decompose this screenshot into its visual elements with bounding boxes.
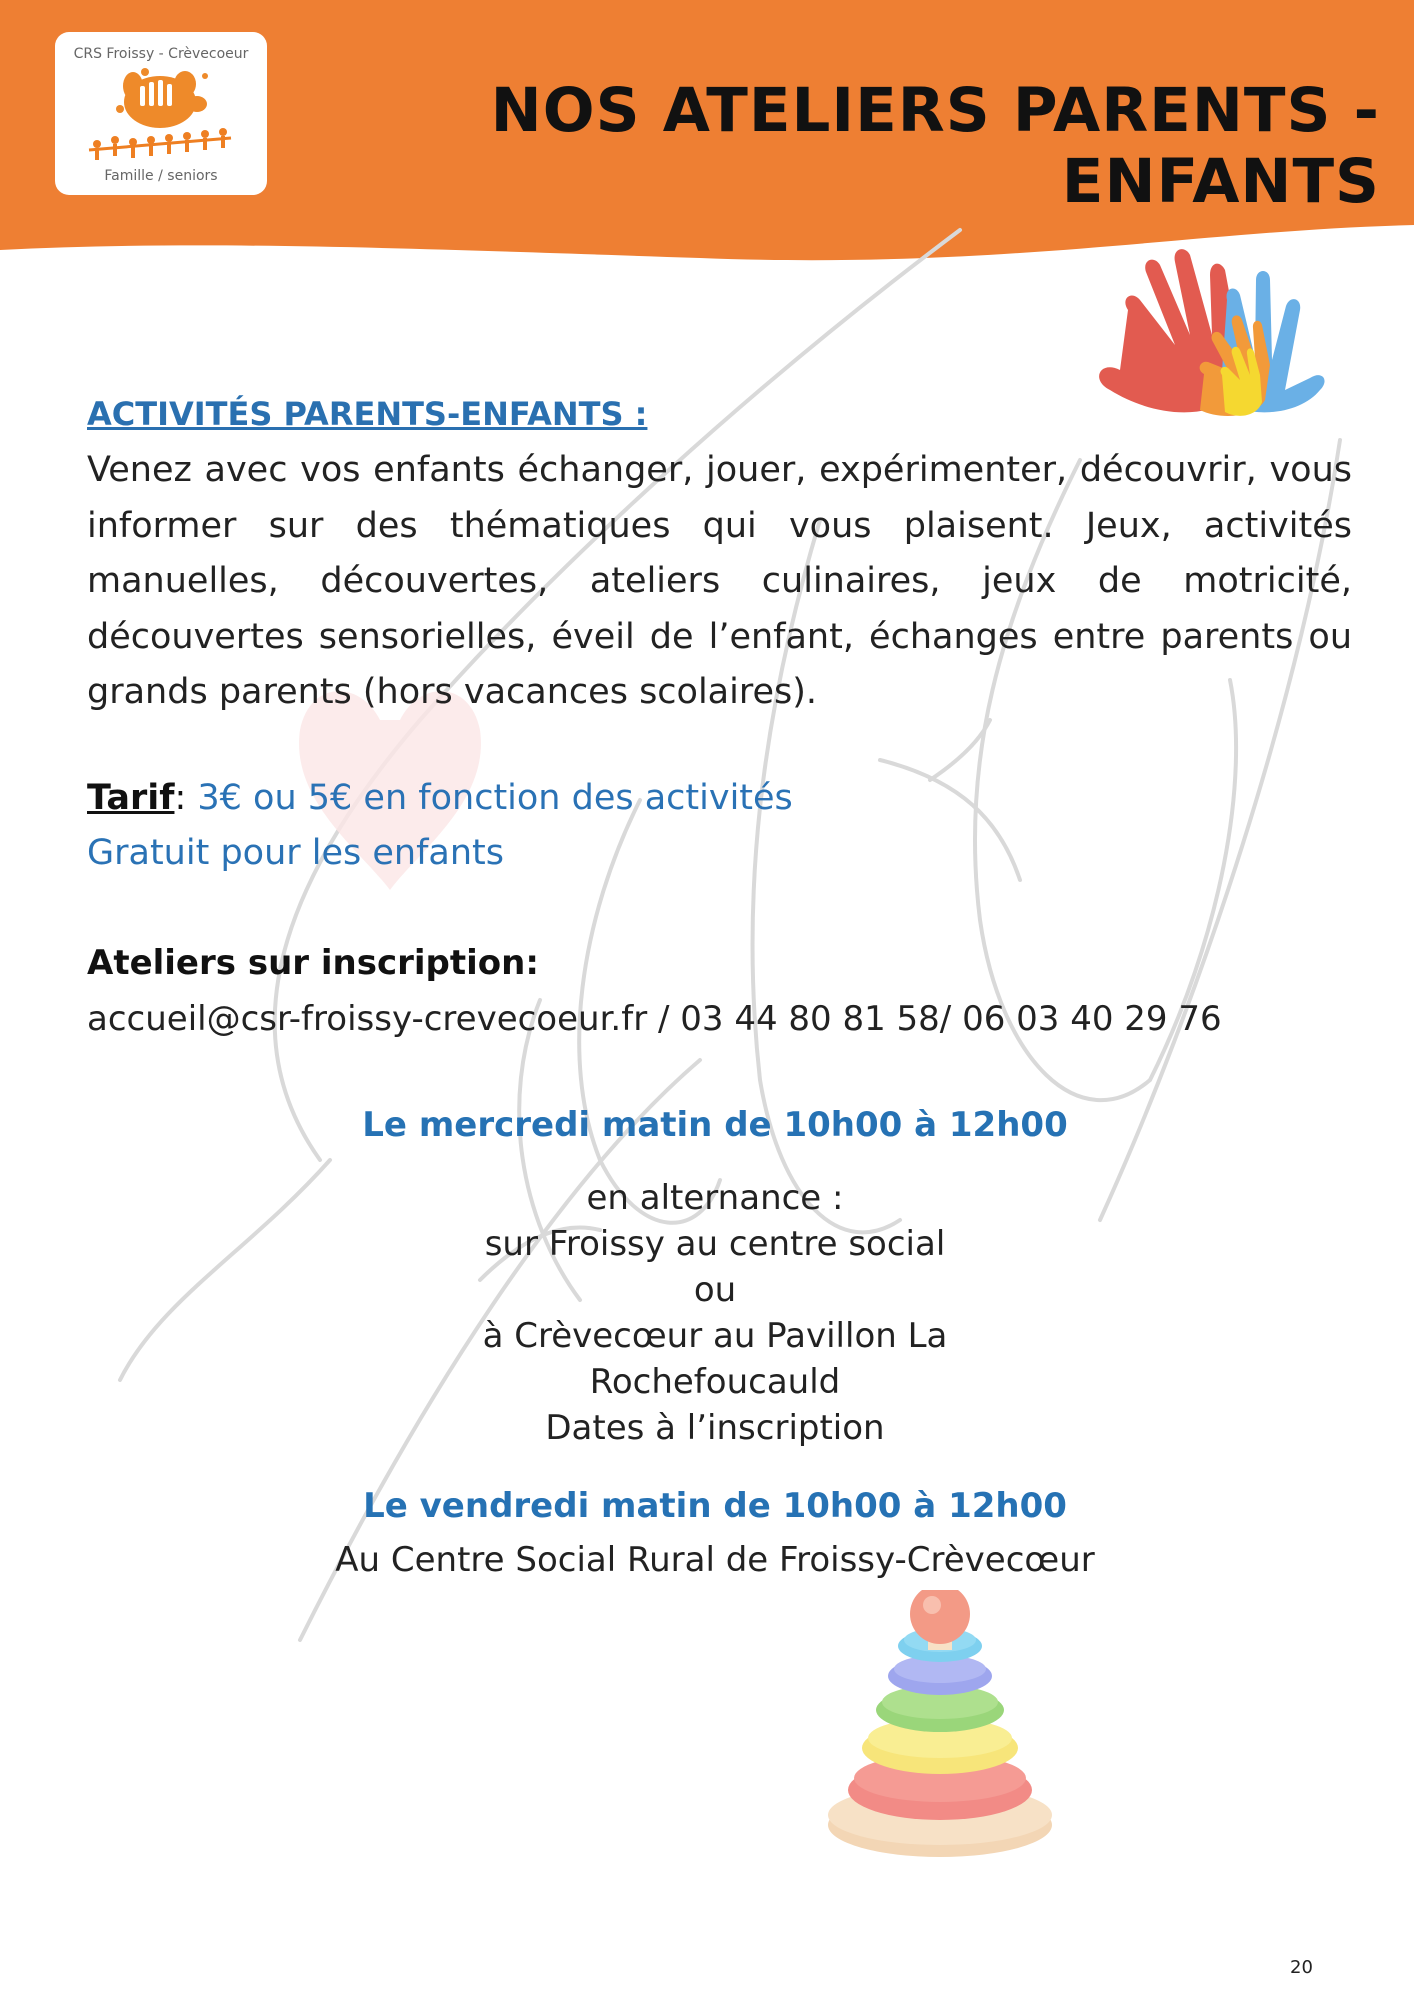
stacking-rings-toy-icon <box>820 1590 1060 1860</box>
alternance-line: à Crèvecœur au Pavillon La <box>482 1316 948 1356</box>
contact-line: accueil@csr-froissy-crevecoeur.fr / 03 44 80 81 58/ 06 03 40 29 76 <box>87 999 1222 1039</box>
logo-bottom-text: Famille / seniors <box>104 168 218 184</box>
wednesday-schedule: Le mercredi matin de 10h00 à 12h00 <box>362 1105 1068 1145</box>
activities-heading: ACTIVITÉS PARENTS-ENFANTS : <box>87 395 648 433</box>
crs-logo-icon <box>85 64 235 169</box>
tarif-label: Tarif <box>87 778 175 818</box>
activities-body: Venez avec vos enfants échanger, jouer, expérimenter, découvrir, vous informer sur des thématiques qui vous plaisent. Jeux, activités manuelles, découvertes, ateliers culinaires, jeux de motricité, découvertes sensorielles, éveil de l’enfant, échanges entre parents ou grands parents (hors vacances scolaires). <box>87 450 1352 712</box>
logo-top-text: CRS Froissy - Crèvecoeur <box>73 46 249 62</box>
logo <box>55 32 267 195</box>
page-title: NOS ATELIERS PARENTS - ENFANTS <box>490 75 1380 217</box>
tarif-value: 3€ ou 5€ en fonction des activités <box>197 778 793 818</box>
alternance-line: Dates à l’inscription <box>545 1408 885 1448</box>
tarif-colon: : <box>174 778 198 818</box>
alternance-line: Rochefoucauld <box>589 1362 841 1402</box>
alternance-line: sur Froissy au centre social <box>484 1224 946 1264</box>
alternance-line: ou <box>693 1270 737 1310</box>
page-number: 20 <box>1290 1957 1313 1978</box>
friday-schedule: Le vendredi matin de 10h00 à 12h00 <box>363 1486 1067 1526</box>
tarif-line <box>87 778 1352 818</box>
alternance-line: en alternance : <box>586 1178 844 1218</box>
inscription-heading: Ateliers sur inscription: <box>87 943 539 983</box>
tarif-free: Gratuit pour les enfants <box>87 833 505 873</box>
friday-place: Au Centre Social Rural de Froissy-Crèvecœur <box>335 1540 1095 1580</box>
alternance-block <box>300 1175 1130 1451</box>
